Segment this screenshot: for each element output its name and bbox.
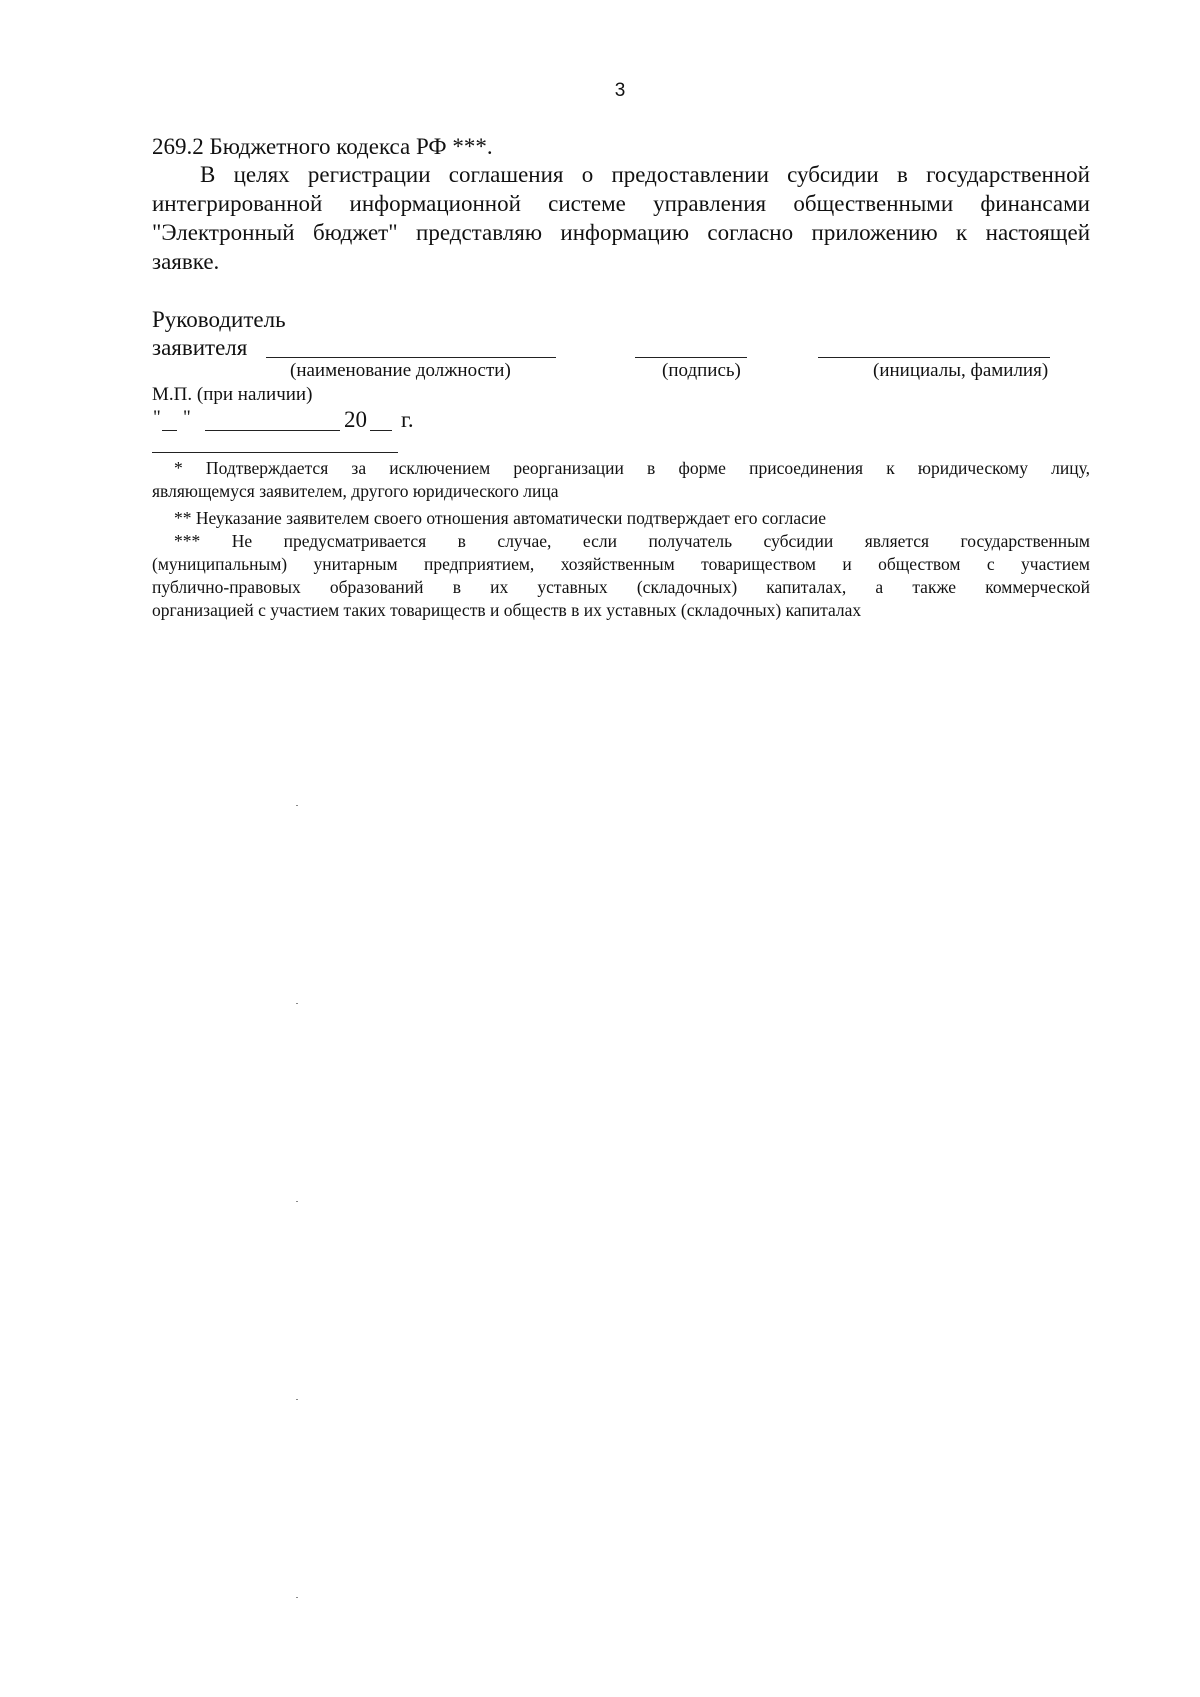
position-line [266,357,556,358]
footnotes [152,457,1090,622]
date-quote-open: " [153,407,161,428]
date-day-line [162,430,177,431]
date-year-line [370,430,392,431]
intro-line: 269.2 Бюджетного кодекса РФ ***. [152,134,493,159]
date-year-prefix: 20 [344,407,367,432]
applicant-label: заявителя [152,335,248,360]
date-quote-close: " [183,407,191,428]
scan-speck [296,1597,298,1598]
scan-speck [296,1201,298,1202]
signature-line [635,357,747,358]
main-paragraph [152,160,1090,276]
position-caption: (наименование должности) [290,360,511,381]
paragraph-line: заявке. [152,249,220,274]
footnote-1-line: являющемуся заявителем, другого юридического лица [152,481,559,501]
paragraph-line: "Электронный бюджет" представляю информацию согласно приложению к настоящей [152,220,1090,245]
scan-speck [296,805,298,806]
scan-speck [296,1003,298,1004]
footnote-3-line: организацией с участием таких товариществ и обществ в их уставных (складочных) капиталах [152,600,862,620]
page-number: 3 [614,80,626,101]
footnote-3-line: публично-правовых образований в их уставных (складочных) капиталах, а также коммерческой [152,577,1090,597]
footnote-separator [152,452,398,453]
footnote-3-line: *** Не предусматривается в случае, если получатель субсидии является государственным [174,531,1090,551]
name-line [818,357,1050,358]
footnote-3-line: (муниципальным) унитарным предприятием, хозяйственным товариществом и обществом с участием [152,554,1090,574]
paragraph-line: интегрированной информационной системе управления общественными финансами [152,191,1090,216]
footnote-1-line: * Подтверждается за исключением реорганизации в форме присоединения к юридическому лицу, [174,458,1090,478]
stamp-label: М.П. (при наличии) [152,384,313,405]
head-label: Руководитель [152,307,286,332]
paragraph-line: В целях регистрации соглашения о предоставлении субсидии в государственной [200,162,1090,187]
name-caption: (инициалы, фамилия) [873,360,1049,381]
footnote-2: ** Неуказание заявителем своего отношения автоматически подтверждает его согласие [174,508,827,528]
signature-caption: (подпись) [662,360,741,381]
date-month-line [205,430,340,431]
date-suffix: г. [401,407,414,432]
scan-speck [296,1399,298,1400]
